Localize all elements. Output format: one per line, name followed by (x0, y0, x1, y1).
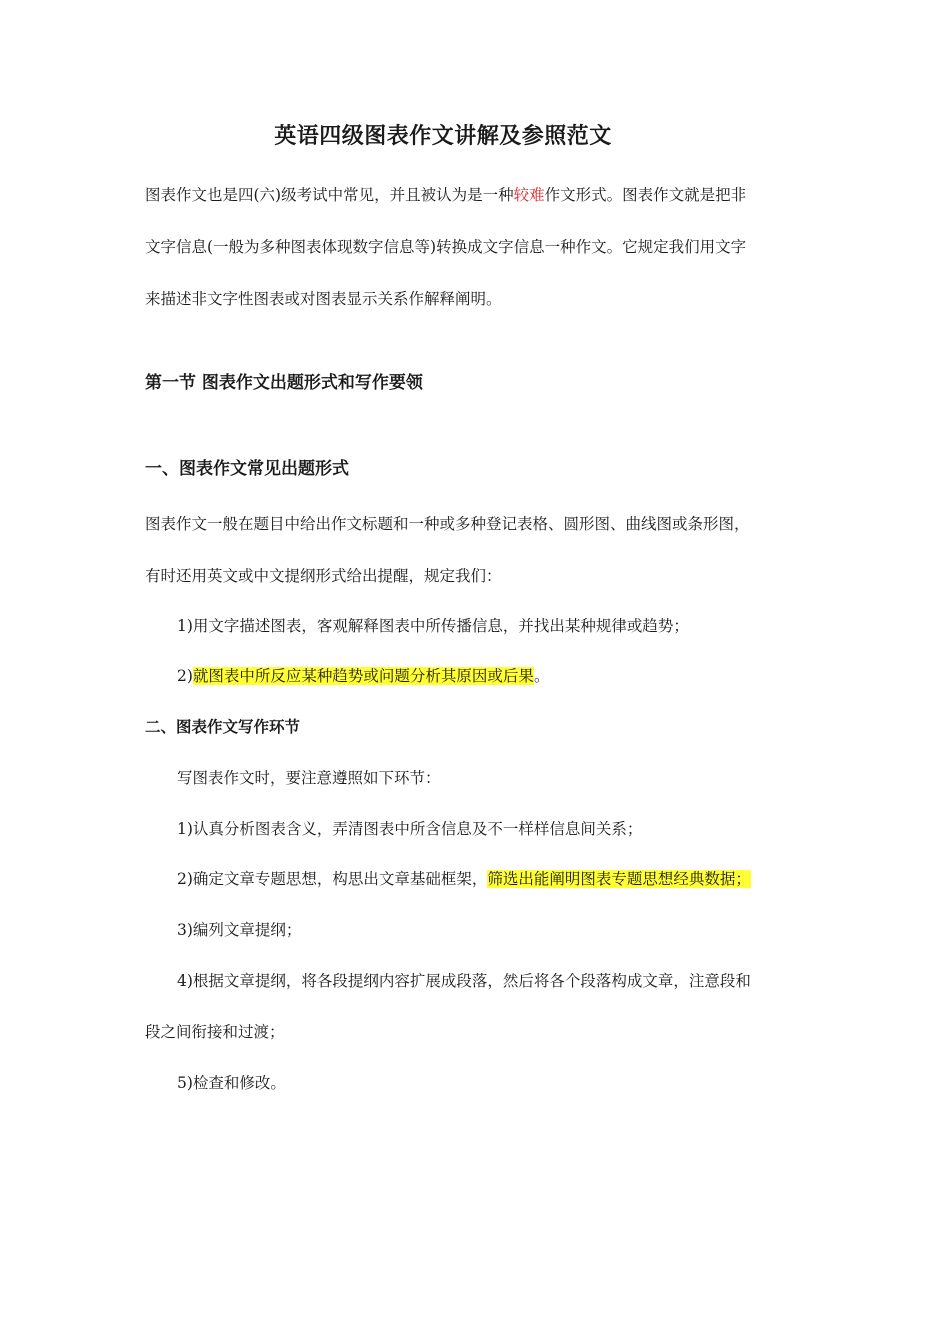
document-title: 英语四级图表作文讲解及参照范文 (274, 124, 612, 149)
part-1-item-2-number: 2) (177, 667, 193, 685)
part-2-item-5: 5)检查和修改。 (177, 1074, 286, 1092)
part-1-item-1: 1)用文字描述图表，客观解释图表中所传播信息，并找出某种规律或趋势； (177, 617, 689, 635)
intro-line-1-text: 图表作文也是四(六)级考试中常见，并且被认为是一种 (145, 186, 514, 204)
intro-line-1-end: 作文形式。图表作文就是把非 (544, 186, 747, 204)
highlighted-text: 筛选出能阐明图表专题思想经典数据； (487, 870, 751, 888)
part-2-item-4-line-1: 4)根据文章提纲，将各段提纲内容扩展成段落，然后将各个段落构成文章，注意段和 (177, 972, 751, 990)
part-1-para-line-2: 有时还用英文或中文提纲形式给出提醒，规定我们： (145, 567, 502, 585)
intro-line-1 (145, 182, 805, 208)
part-2-item-1: 1)认真分析图表含义，弄清图表中所含信息及不一样样信息间关系； (177, 820, 643, 838)
part-2-item-3: 3)编列文章提纲； (177, 921, 302, 939)
part-2-item-2-text: 2)确定文章专题思想，构思出文章基础框架， (177, 870, 488, 888)
part-1-item-2-end: 。 (533, 667, 550, 685)
part-1-heading: 一、图表作文常见出题形式 (145, 459, 349, 479)
intro-line-2: 文字信息(一般为多种图表体现数字信息等)转换成文字信息一种作文。它规定我们用文字 (145, 238, 747, 256)
part-2-intro: 写图表作文时，要注意遵照如下环节： (177, 769, 441, 787)
intro-line-3: 来描述非文字性图表或对图表显示关系作解释阐明。 (145, 290, 502, 308)
section-1-heading: 第一节 图表作文出题形式和写作要领 (145, 373, 423, 393)
part-2-heading: 二、图表作文写作环节 (145, 718, 301, 736)
part-1-item-2 (177, 663, 837, 689)
part-1-para-line-1: 图表作文一般在题目中给出作文标题和一种或多种登记表格、圆形图、曲线图或条形图， (145, 515, 750, 533)
part-2-item-4-line-2: 段之间衔接和过渡； (145, 1023, 285, 1041)
part-2-item-2 (177, 866, 837, 892)
emphasis-red-text: 较难 (513, 186, 545, 204)
highlighted-text: 就图表中所反应某种趋势或问题分析其原因或后果 (192, 667, 534, 685)
